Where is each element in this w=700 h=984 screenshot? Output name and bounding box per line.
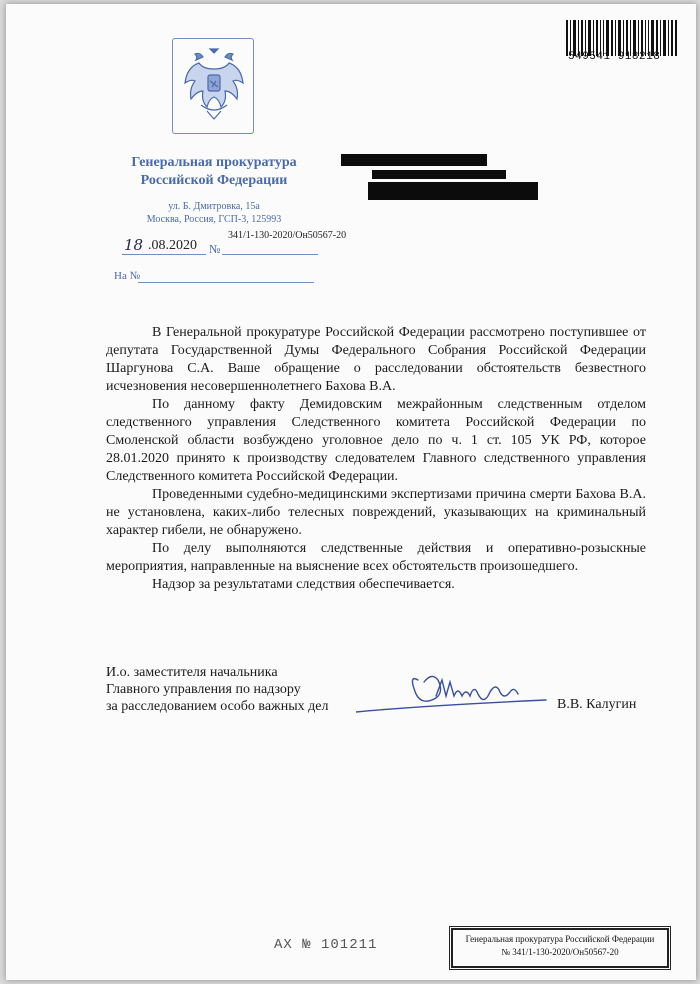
outgoing-date-number: [114, 230, 384, 260]
redaction-bar-2: [372, 170, 506, 179]
signatory-title: [106, 664, 328, 715]
address-line2: Москва, Россия, ГСП-3, 125993: [146, 214, 282, 225]
address-line1: ул. Б. Дмитровка, 15а: [168, 201, 260, 212]
number-label: №: [209, 242, 221, 256]
paragraph-3: Проведенными судебно-медицинскими экспертизами причина смерти Бахова В.А. не установлена, каких-либо телесных повреждений, указывающих на криминальный характер гибели, не обнаружено.: [106, 487, 646, 538]
date-underline: [122, 254, 206, 255]
paragraph-1: В Генеральной прокуратуре Российской Федерации рассмотрено поступившее от депутата Государственной Думы Федерального Собрания Российской Федерации Шаргунова С.А. Ваше обращение о расследовании обстоятельств безвестного исчезновения несовершеннолетнего Бахова В.А.: [106, 325, 646, 394]
signatory-line3: за расследованием особо важных дел: [106, 699, 329, 714]
signatory-line1: И.о. заместителя начальника: [106, 665, 278, 680]
handwritten-signature: [356, 668, 566, 718]
ax-serial-number: АХ № 101211: [274, 937, 378, 953]
organization-name: [114, 154, 314, 190]
organization-address: [114, 200, 314, 226]
reply-to-label: На №: [114, 270, 141, 282]
org-name-line2: Российской Федерации: [140, 173, 288, 188]
date-month-year: .08.2020: [148, 238, 197, 253]
org-name-line1: Генеральная прокуратура: [131, 155, 297, 170]
document-page: [6, 4, 696, 980]
signatory-line2: Главного управления по надзору: [106, 682, 301, 697]
barcode-number: 549541 918218: [568, 51, 661, 63]
redaction-bar-1: [341, 154, 487, 166]
date-day-handwritten: 18: [124, 236, 144, 254]
paragraph-4: По делу выполняются следственные действия и оперативно-розыскные мероприятия, направленные на выяснение всех обстоятельств произошедшего.: [106, 541, 646, 574]
letter-body: [106, 324, 646, 594]
stamp-number: № 341/1-130-2020/Он50567-20: [501, 947, 619, 957]
coat-of-arms-icon: [179, 45, 249, 127]
reply-to-underline: [138, 282, 314, 283]
redaction-bar-3: [368, 182, 538, 200]
paragraph-2: По данному факту Демидовским межрайонным следственным отделом следственного управления Следственного комитета Российской Федерации по Смоленской области возбуждено уголовное дело по ч. 1 ст. 105 УК РФ, которое 28.01.2020 принято к производству следователем Главного следственного управления Следственного комитета Российской Федерации.: [106, 397, 646, 484]
number-underline: [222, 254, 318, 255]
stamp-org: Генеральная прокуратура Российской Федерации: [465, 934, 655, 944]
outgoing-number: 341/1-130-2020/Он50567-20: [228, 230, 347, 241]
paragraph-5: Надзор за результатами следствия обеспечивается.: [152, 577, 455, 592]
signatory-name: В.В. Калугин: [557, 697, 637, 712]
registration-stamp: [451, 928, 669, 968]
emblem-frame: [172, 38, 254, 134]
